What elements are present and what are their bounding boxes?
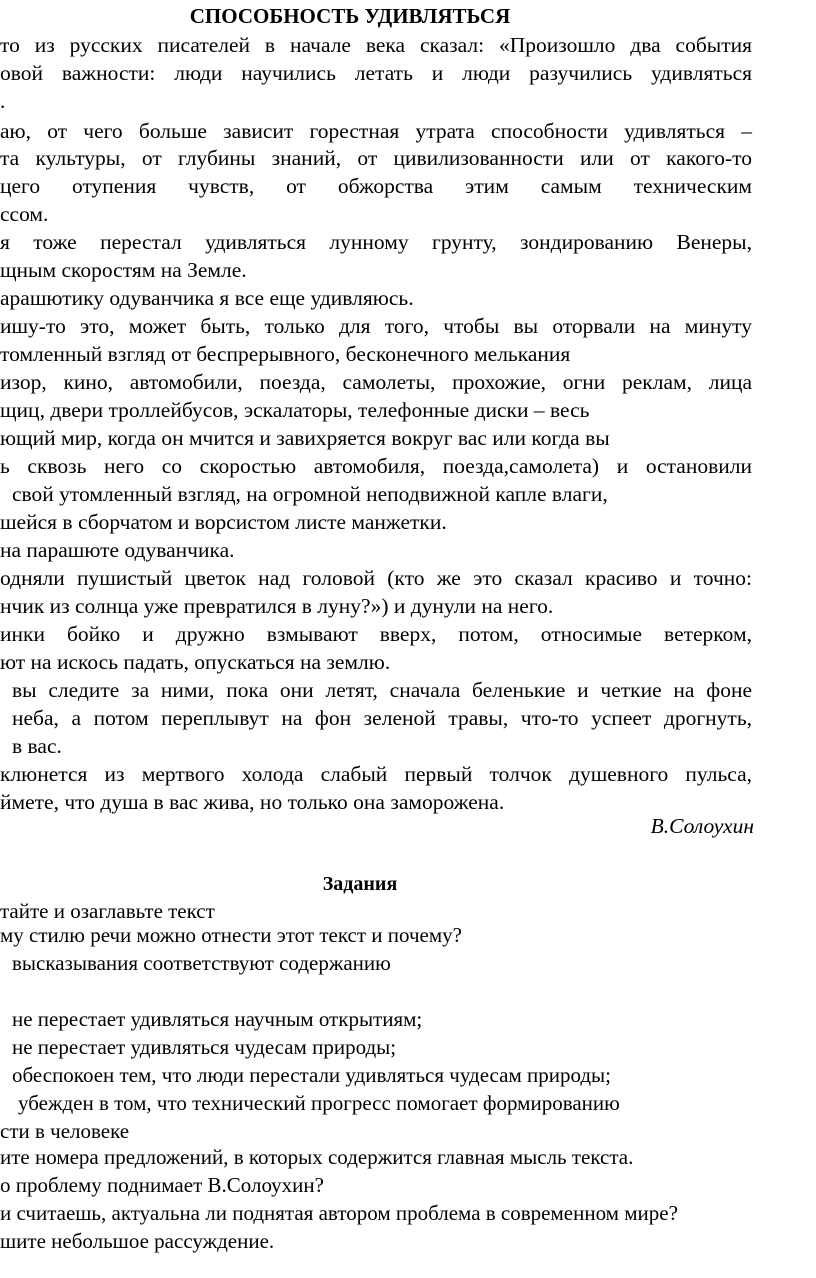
text-line: ют на искось падать, опускаться на землю. (0, 650, 391, 674)
text-line: в вас. (12, 734, 62, 758)
text-line: я тоже перестал удивляться лунному грунту, зондированию Венеры, (0, 230, 752, 254)
task-line: ите номера предложений, в которых содержится главная мысль текста. (0, 1145, 634, 1169)
text-line: томленный взгляд от беспрерывного, бесконечного мелькания (0, 342, 571, 366)
text-line: одняли пушистый цветок над головой (кто же это сказал красиво и точно: (0, 566, 752, 590)
task-line: убежден в том, что технический прогресс помогает формированию (18, 1091, 620, 1115)
text-line: вы следите за ними, пока они летят, сначала беленькие и четкие на фоне (12, 678, 752, 702)
text-line: на парашюте одуванчика. (0, 538, 235, 562)
tasks-heading: Задания (322, 873, 398, 895)
task-line: сти в человеке (0, 1119, 130, 1143)
text-line: изор, кино, автомобили, поезда, самолеты, прохожие, огни реклам, лица (0, 370, 752, 394)
text-line: клюнется из мертвого холода слабый первый толчок душевного пульса, (0, 762, 752, 786)
text-line: та культуры, от глубины знаний, от цивилизованности или от какого-то (0, 146, 752, 170)
task-line: не перестает удивляться научным открытиям; (12, 1007, 423, 1031)
text-line: аю, от чего больше зависит горестная утрата способности удивляться – (0, 119, 752, 143)
text-line: ющий мир, когда он мчится и завихряется вокруг вас или когда вы (0, 426, 610, 450)
text-line: ймете, что душа в вас жива, но только она заморожена. (0, 790, 505, 814)
text-line: то из русских писателей в начале века сказал: «Произошло два события (0, 33, 752, 57)
text-line: шейся в сборчатом и ворсистом листе манжетки. (0, 510, 447, 534)
text-line: ссом. (0, 202, 49, 226)
task-line: шите небольшое рассуждение. (0, 1229, 275, 1253)
text-line: щиц, двери троллейбусов, эскалаторы, телефонные диски – весь (0, 398, 590, 422)
task-line: тайте и озаглавьте текст (0, 899, 215, 923)
text-line: арашютику одуванчика я все еще удивляюсь. (0, 286, 414, 310)
text-line: . (0, 89, 6, 113)
text-line: щным скоростям на Земле. (0, 258, 247, 282)
task-line: му стилю речи можно отнести этот текст и почему? (0, 923, 462, 947)
text-line: свой утомленный взгляд, на огромной неподвижной капле влаги, (12, 482, 608, 506)
text-line: ишу-то это, может быть, только для того, чтобы вы оторвали на минуту (0, 314, 752, 338)
text-line: цего отупения чувств, от обжорства этим самым техническим (0, 174, 752, 198)
document-title: СПОСОБНОСТЬ УДИВЛЯТЬСЯ (189, 4, 511, 28)
text-line: нчик из солнца уже превратился в луну?») и дунули на него. (0, 594, 554, 618)
author-signature: В.Солоухин (650, 814, 754, 838)
text-line: ь сквозь него со скоростью автомобиля, поезда,самолета) и остановили (0, 454, 752, 478)
text-line: инки бойко и дружно взмывают вверх, потом, относимые ветерком, (0, 622, 752, 646)
task-line: обеспокоен тем, что люди перестали удивляться чудесам природы; (12, 1063, 611, 1087)
task-line: не перестает удивляться чудесам природы; (12, 1035, 397, 1059)
task-line: о проблему поднимает В.Солоухин? (0, 1173, 324, 1197)
text-line: неба, а потом переплывут на фон зеленой травы, что-то успеет дрогнуть, (12, 706, 752, 730)
task-line: высказывания соответствуют содержанию (12, 951, 391, 975)
task-line: и считаешь, актуальна ли поднятая автором проблема в современном мире? (0, 1201, 678, 1225)
text-line: овой важности: люди научились летать и люди разучились удивляться (0, 61, 752, 85)
